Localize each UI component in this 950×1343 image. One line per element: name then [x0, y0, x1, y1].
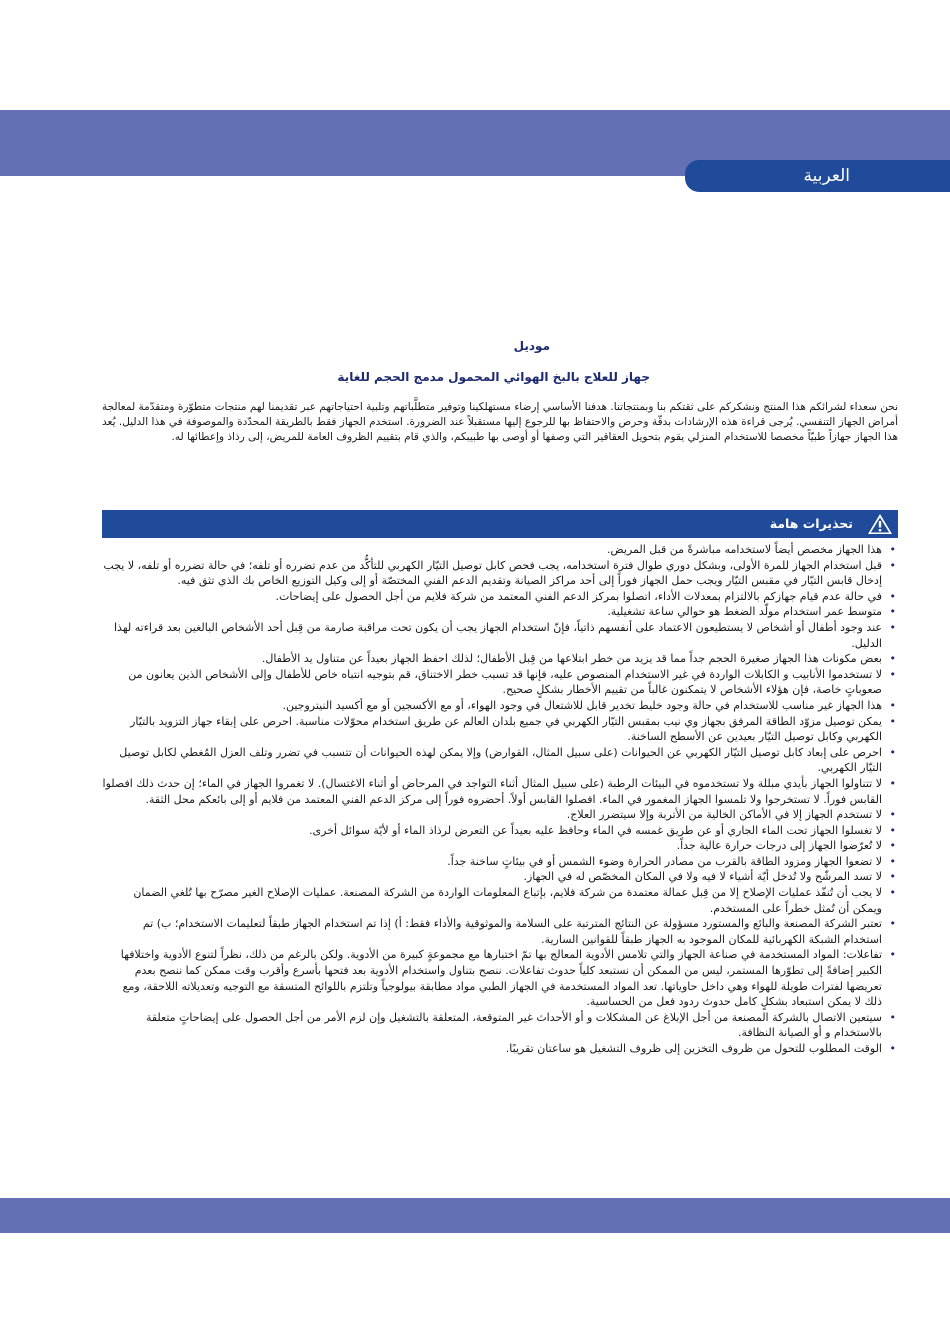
- warning-item: • لا تضعوا الجهاز ومزود الطاقة بالقرب من مصادر الحرارة وضوء الشمس أو في بيئاتٍ ساخنة جداً.: [102, 854, 882, 870]
- warning-item: • عند وجود أطفال أو أشخاص لا يستطيعون الاعتماد على أنفسهم ذاتياً، فإنّ استخدام الجهاز يجب أن يكون تحت مراقبة صارمة من قِبل أحد الأشخاص البالغين بعد قراءته لهذا الدليل.: [102, 620, 882, 651]
- warnings-title: تحذيرات هامة: [769, 516, 853, 531]
- warning-item: • هذا الجهاز غير مناسب للاستخدام في حالة وجود خليط تخدير قابل للاشتعال في وجود الهواء، أو مع الأكسجين أو مع أكسيد النيتروجين.: [102, 698, 882, 714]
- warning-item: • الوقت المطلوب للتحول من ظروف التخزين إلى ظروف التشغيل هو ساعتان تقريبًا.: [102, 1041, 882, 1057]
- warning-item: • لا تغسلوا الجهاز تحت الماء الجاري أو عن طريق غمسه في الماء وحافظ عليه بعيداً عن التعرض لرذاذ الماء أو لأيّة سوائل أخرى.: [102, 823, 882, 839]
- warnings-list: [102, 542, 898, 1057]
- warning-item: • لا تسد المرشّح ولا تُدخل أيّة أشياء لا فيه ولا في المكان المخصّص له في الجهاز.: [102, 869, 882, 885]
- warning-item: • لا تُعرّضوا الجهاز إلى درجات حرارة عالية جداً.: [102, 838, 882, 854]
- warning-item: • احرص على إبعاد كابل توصيل التيّار الكهربي عن الحيوانات (على سبيل المثال، القوارض) وإلا يمكن لهذه الحيوانات أن تتسبب في تضرر وتلف العزل المُغطي لكابل توصيل التيّار الكهربي.: [102, 745, 882, 776]
- warning-triangle-icon: [866, 512, 894, 536]
- warning-item: • متوسط عمر استخدام مولّد الضغط هو حوالي ساعة تشغيلية.: [102, 604, 882, 620]
- warning-item: • يمكن توصيل مزوّد الطاقة المرفق بجهاز وي نيب بمقبس التيّار الكهربي في جميع بلدان العالم عن طريق استخدام محوّلات مناسبة. احرص على إبقاء جهاز التزويد بالتيّار الكهربي وكابل توصيل التيّار بعيدين عن الأسطح الساخنة.: [102, 714, 882, 745]
- warning-item: • لا تستخدم الجهاز إلا في الأماكن الخالية من الأتربة وإلا سيتضرر العلاج.: [102, 807, 882, 823]
- warning-item: • لا تتناولوا الجهاز بأيدي مبللة ولا تستخدموه في البيئات الرطبة (على سبيل المثال أثناء التواجد في المرحاض أو أثناء الاغتسال). لا تغمروا الجهاز في الماء؛ إن حدث ذلك افصلوا القابس فوراً. لا تستخرجوا ولا تلمسوا الجهاز المغمور في الماء. افصلوا القابس أولاً. أحضروه فوراً إلى مركز الدعم الفني المعتمد من فلايم أو إلى بائعكم محل الثقة.: [102, 776, 882, 807]
- warning-item: • لا يجب أن تُنفّذ عمليات الإصلاح إلا من قِبل عمالة معتمدة من شركة فلايم، بإتباع المعلومات الواردة من الشركة المصنعة. عمليات الإصلاح الغير مصرّح بها تُلغي الضمان ويمكن أن تُمثل خطراً على المستخدم.: [102, 885, 882, 916]
- intro-paragraph: نحن سعداء لشرائكم هذا المنتج ونشكركم على ثقتكم بنا وبمنتجاتنا. هدفنا الأساسي إرضاء مستهلكينا وتوفير متطلَّباتهم وتلبية احتياجاتهم عبر تقديمنا لهم منتجات متطوّرة ومتقدّمة لمعالجة أمراض الجهاز التنفسي. يُرجى قراءة هذه الإرشادات بدقّة وحرص والاحتفاظ بها للرجوع إليها مستقبلاً عند الضرورة. استخدم الجهاز فقط بالطريقة المحدّدة والموصوفة في هذا الدليل. يُعد هذا الجهاز جهازاً طبيّاً مخصصا للاستخدام المنزلي يقوم بتحويل العقاقير التي وصفها أو أوصى بها طبيبكم، والذي قام بتقييم الظروف العامة للمريض، إلى رذاذ وإعطائها له.: [102, 401, 898, 443]
- warning-item: • قبل استخدام الجهاز للمرة الأولى، وبشكل دوري طوال فترة استخدامه، يجب فحص كابل توصيل التيّار الكهربي للتأكُّد من عدم تضرره أو تلفه؛ في حالة تضرره أو تلفه، لا يجب إدخال قابس التيّار في مقبس التيّار ويجب حمل الجهاز فوراً إلى أحد مراكز الصيانة وتقديم الدعم الفني المختصّة أو إلى وكيل التوزيع الخاص بك الذي تثق فيه.: [102, 558, 882, 589]
- language-tab[interactable]: العربية: [685, 160, 950, 192]
- warning-item: • في حالة عدم قيام جهازكم بالالتزام بمعدلات الأداء، اتصلوا بمركز الدعم الفني المعتمد من شركة فلايم من أجل الحصول على إيضاحات.: [102, 589, 882, 605]
- model-label: موديل: [513, 339, 550, 353]
- warning-item: • هذا الجهاز مخصص أيضاً لاستخدامه مباشرةً من قبل المريض.: [102, 542, 882, 558]
- warning-item: • بعض مكونات هذا الجهاز صغيرة الحجم جداً مما قد يزيد من خطر ابتلاعها من قِبل الأطفال؛ لذلك احفظ الجهاز بعيداً عن متناول يد الأطفال.: [102, 651, 882, 667]
- warning-item: • سيتعين الاتصال بالشركة المصنعة من أجل الإبلاغ عن المشكلات و أو الأحداث غير المتوقعة، المتعلقة بالتشغيل وإن لزم الأمر من أجل الحصول على إيضاحاتٍ متعلقة بالاستخدام و أو الصيانة النظافة.: [102, 1010, 882, 1041]
- warning-item: • لا تستخدموا الأنابيب و الكابلات الواردة في غير الاستخدام المنصوص عليه، فإنها قد تسبب خطر الاختناق، قم بتوجيه انتباه خاص للأطفال وإلى الأشخاص الذين يعانون من صعوباتٍ خاصة، فإن هؤلاء الأشخاص لا يتمكنون غالباً من تقييم الأخطار بشكلٍ صحيح.: [102, 667, 882, 698]
- warnings-header: [102, 510, 898, 538]
- warning-item: • تفاعلات: المواد المستخدمة في صناعة الجهاز والتي تلامس الأدوية المعالج بها تمّ اختبارها مع مجموعةٍ كبيرة من الأدوية. ولكن بالرغم من ذلك، نظراً لتنوع الأدوية واختلافها الكبير إضافةً إلى تطوّرها المستمر، ليس من الممكن أن نستبعد كلياً حدوث تفاعلات. ننصح بتناول واستخدام الأدوية بعد فتحها بأسرع وأقرب وقت ممكن كما ننصح بعدم تعريضها لفترات طويلة للهواء وهي داخل حاوياتها. تعد المواد المستخدمة في الجهاز الطبي مواد مطابقة بيولوجياً وتلتزم باللوائح المتسقة مع التوجيه وتعديلاته اللاحقة، ومع ذلك لا يمكن استبعاد بشكلٍ كامل حدوث ردود فعل من الحساسية.: [102, 947, 882, 1009]
- warning-item: • تعتبر الشركة المصنعة والبائع والمستورد مسؤولة عن النتائج المترتبة على السلامة والموثوقية والأداء فقط: أ) إذا تم استخدام الجهاز طبقاً لتعليمات الاستخدام؛ ب) تم استخدام الشبكة الكهربائية للمكان الموجود به الجهاز طبقاً للقوانين السارية.: [102, 916, 882, 947]
- footer-band: [0, 1198, 950, 1233]
- document-title: جهاز للعلاج بالبخ الهوائي المحمول مدمج الحجم للغاية: [337, 370, 650, 384]
